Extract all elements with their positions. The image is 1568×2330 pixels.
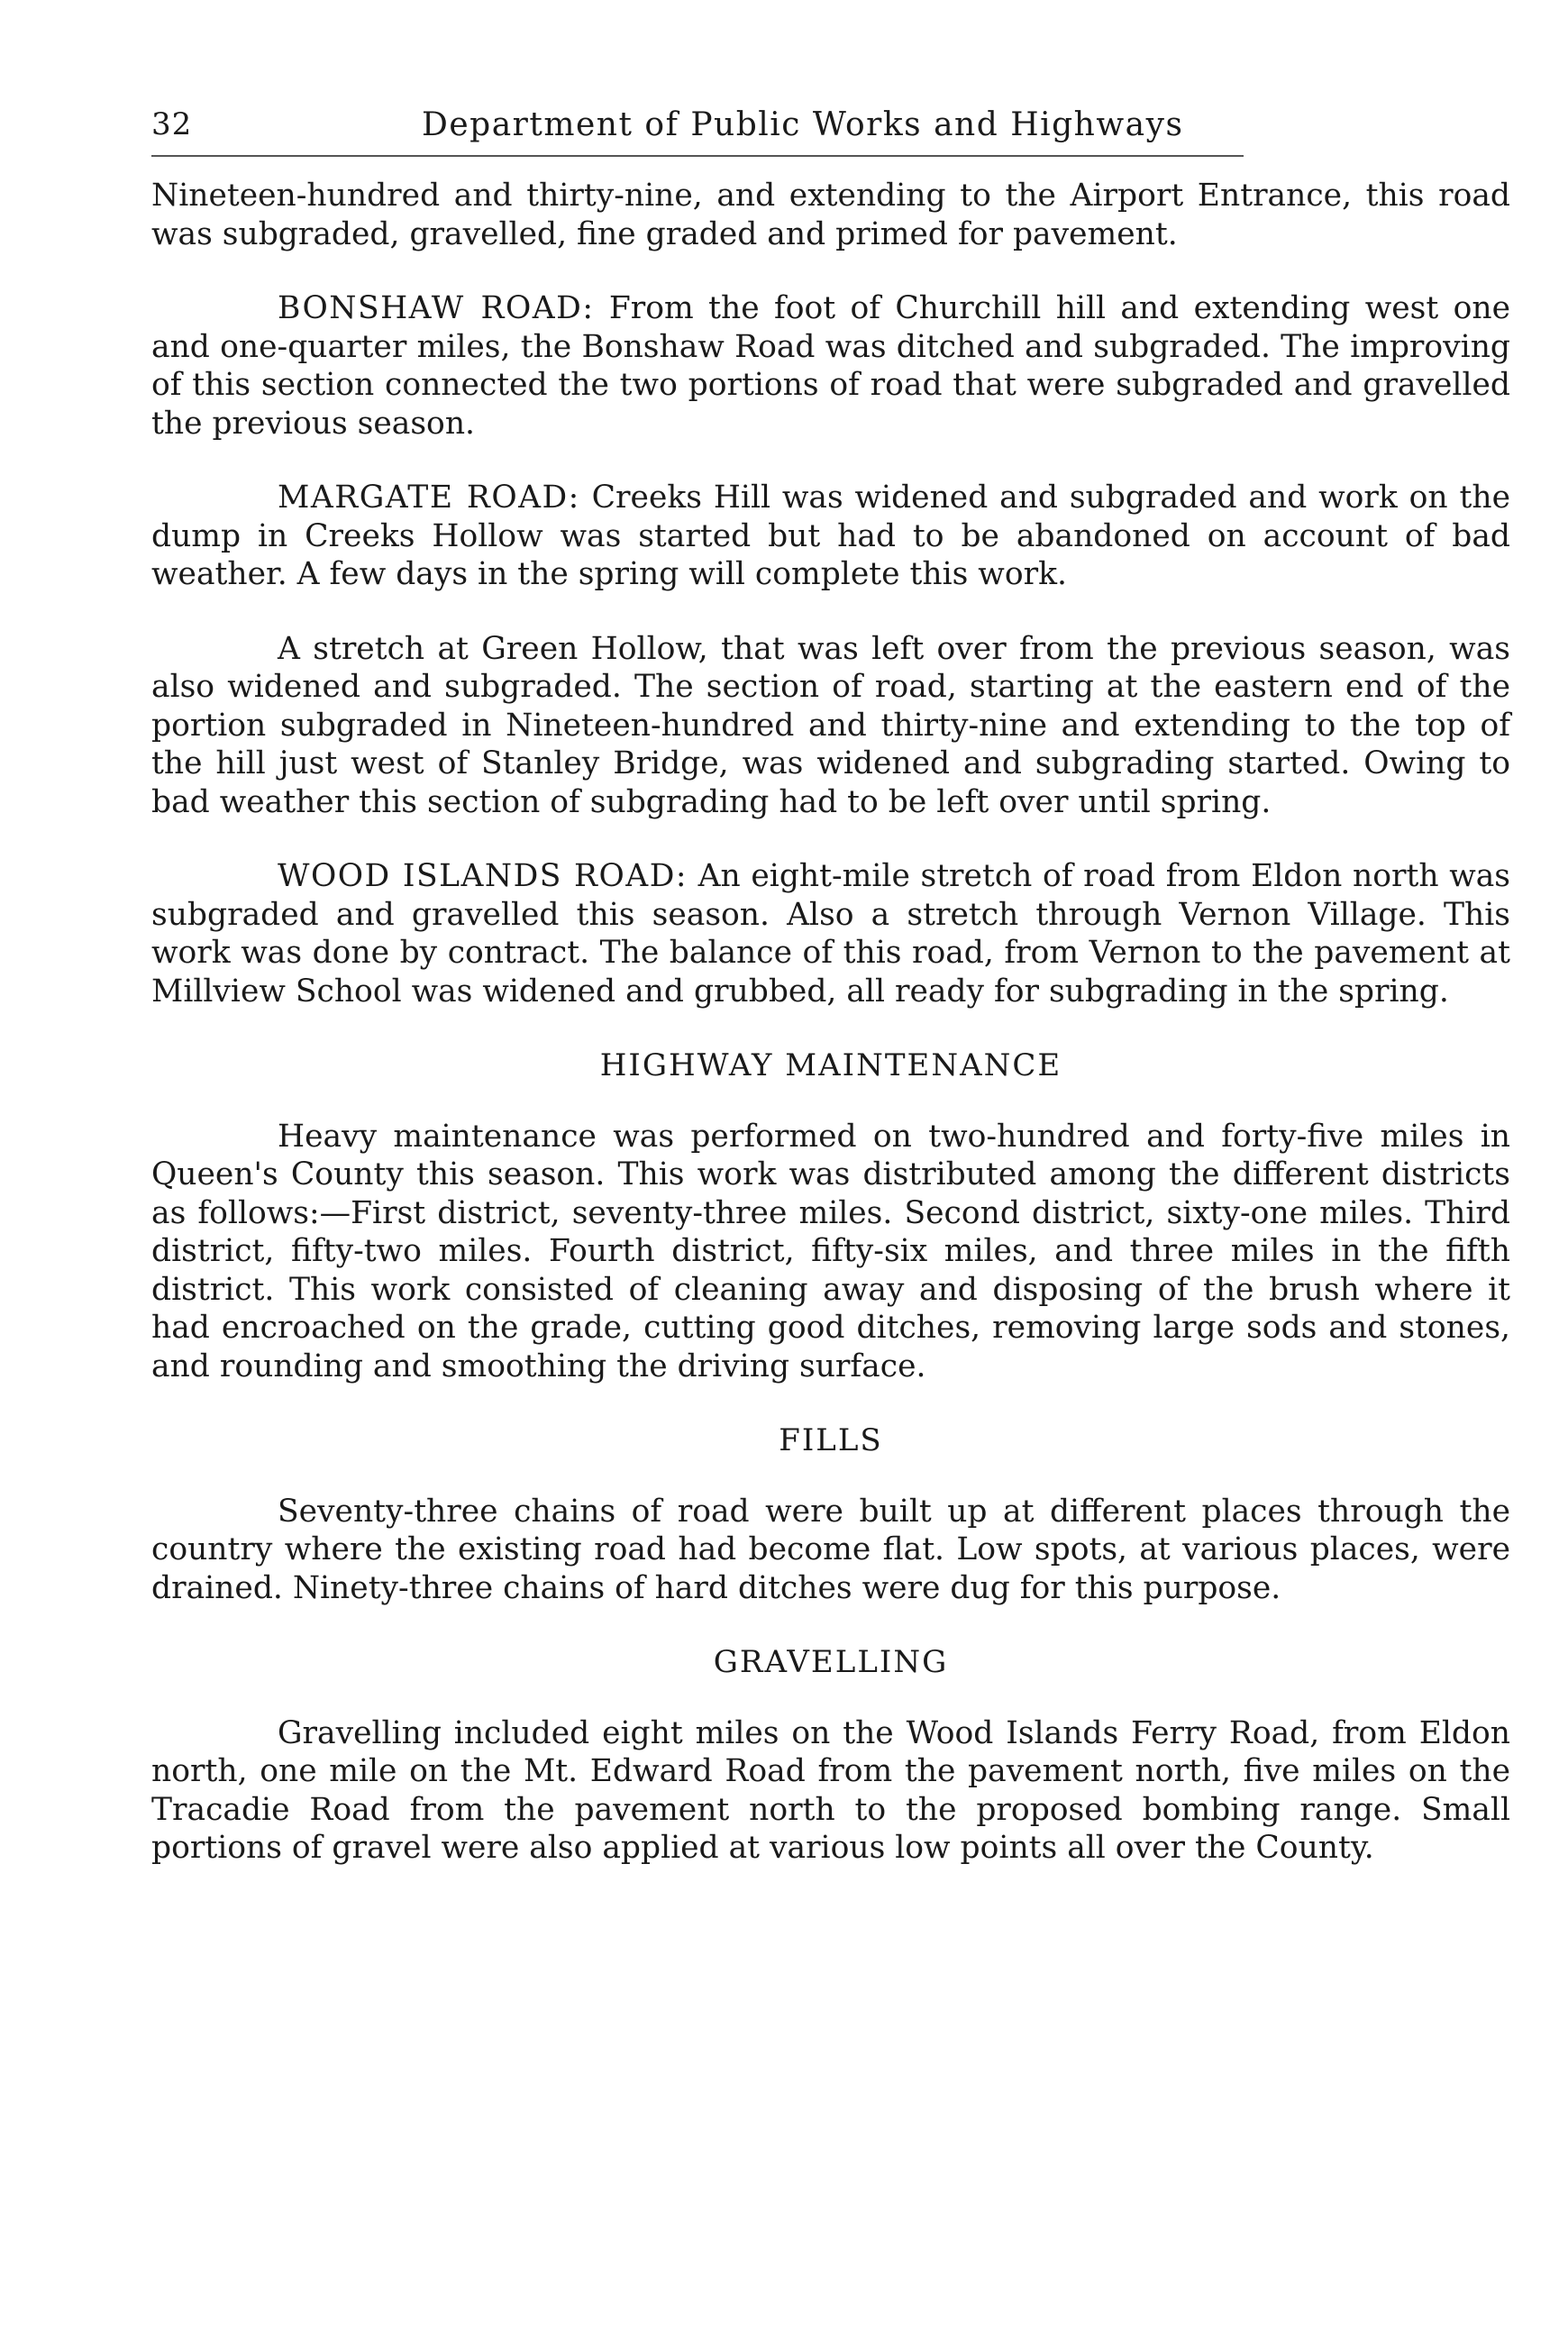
paragraph-green-hollow: A stretch at Green Hollow, that was left over from the previous season, was also widened and subgraded. The section of road, starting at the eastern end of the portion subgraded in Nineteen-hundred and thirty-nine and extending to the top of the hill just west of Stanley Bridge, was widened and subgrading started. Owing to bad weather this section of subgrading had to be left over until spring. [151,630,1510,820]
header-rule [151,155,1244,157]
body-text [151,177,1510,1904]
header-title: Department of Public Works and Highways [422,106,1184,143]
paragraph-highway-maintenance: Heavy maintenance was performed on two-hundred and forty-five miles in Queen's County this season. This work was distributed among the different districts as follows:—First district, seventy-three miles. Second district, sixty-one miles. Third district, fifty-two miles. Fourth district, fifty-six miles, and three miles in the fifth district. This work consisted of cleaning away and disposing of the brush where it had encroached on the grade, cutting good ditches, removing large sods and stones, and rounding and smoothing the driving surface. [151,1118,1510,1384]
paragraph-margate-road [151,479,1510,594]
run-in-heading-wood-islands: WOOD ISLANDS ROAD: [278,858,688,894]
section-heading-gravelling: GRAVELLING [713,1644,949,1680]
paragraph-wood-islands-text: An eight-mile stretch of road from Eldon north was subgraded and gravelled this season. Also a stretch through Vernon Village. This work was done by contract. The balance of this road, from Vernon to the pavement at Millview School was widened and grubbed, all ready for subgrading in the spring. [151,858,1511,1010]
paragraph-continuation: Nineteen-hundred and thirty-nine, and extending to the Airport Entrance, this road was subgraded, gravelled, fine graded and primed for pavement. [151,178,1510,252]
run-in-heading-margate: MARGATE ROAD: [278,480,580,516]
running-head [151,106,1244,157]
run-in-heading-bonshaw: BONSHAW ROAD: [278,290,595,326]
section-heading-highway-maintenance: HIGHWAY MAINTENANCE [599,1047,1062,1083]
paragraph-margate-text: Creeks Hill was widened and subgraded and work on the dump in Creeks Hollow was started but had to be abandoned on account of bad weather. A few days in the spring will complete this work. [151,480,1510,592]
page-number: 32 [151,106,193,142]
paragraph-gravelling: Gravelling included eight miles on the Wood Islands Ferry Road, from Eldon north, one mile on the Mt. Edward Road from the pavement north, five miles on the Tracadie Road from the pavement north to the proposed bombing range. Small portions of gravel were also applied at various low points all over the County. [151,1714,1510,1866]
paragraph-fills: Seventy-three chains of road were built up at different places through the country where the existing road had become flat. Low spots, at various places, were drained. Ninety-three chains of hard ditches were dug for this purpose. [151,1493,1510,1606]
paragraph-bonshaw-text: From the foot of Churchill hill and extending west one and one-quarter miles, the Bonshaw Road was ditched and subgraded. The improving of this section connected the two portions of road that were subgraded and gravelled the previous season. [151,290,1511,442]
paragraph-bonshaw-road [151,289,1510,443]
section-heading-fills: FILLS [779,1422,883,1458]
paragraph-wood-islands-road [151,857,1510,1010]
